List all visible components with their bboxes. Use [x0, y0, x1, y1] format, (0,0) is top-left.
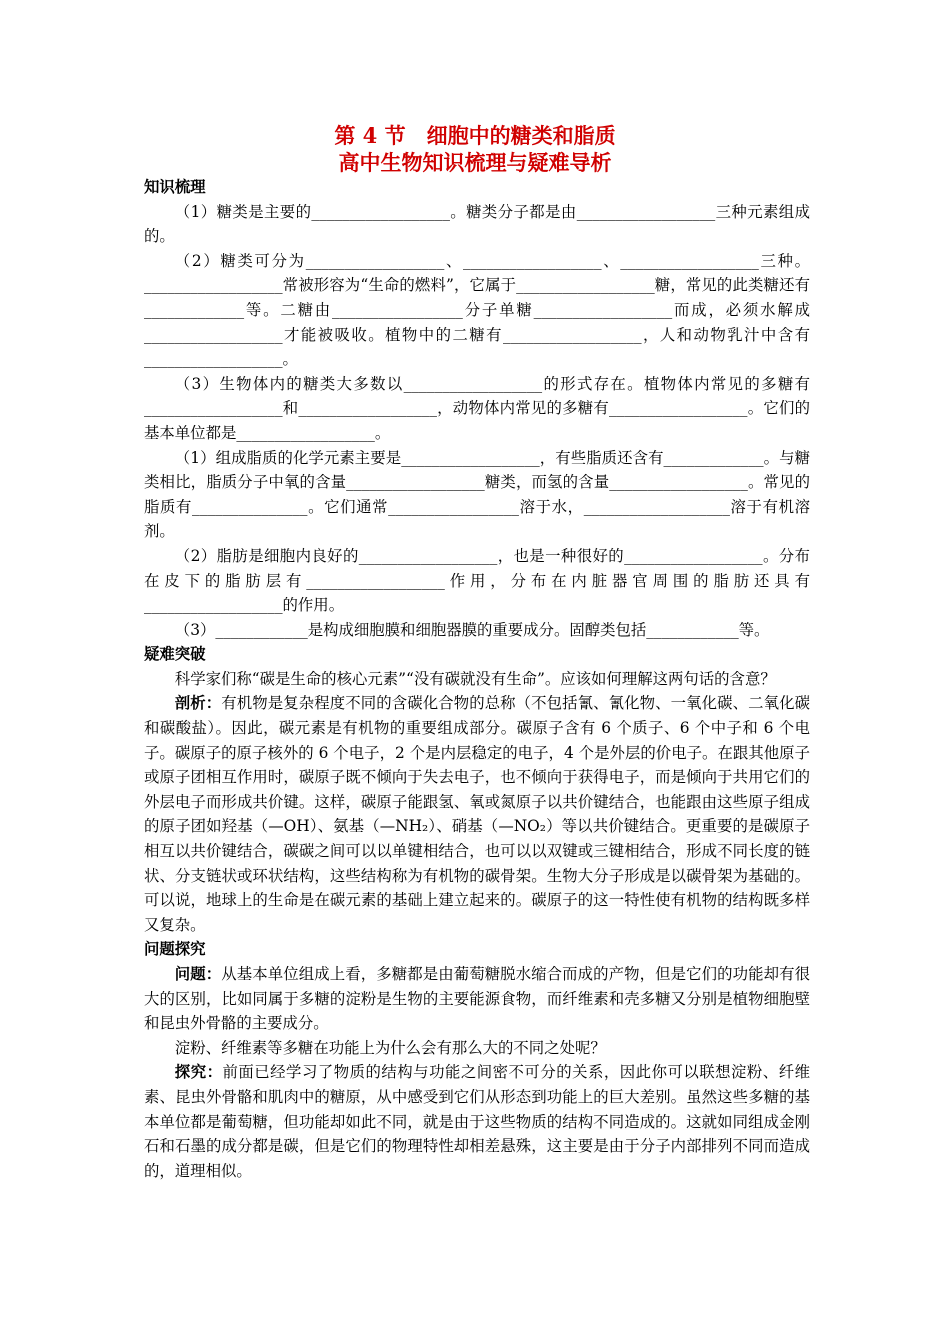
difficulty-analysis: [144, 691, 810, 937]
difficulty-question: 科学家们称“碳是生命的核心元素”“没有碳就没有生命”。应该如何理解这两句话的含意？: [174, 669, 776, 688]
analysis-text: 有机物是复杂程度不同的含碳化合物的总称（不包括氰、氰化物、一氧化碳、二氧化碳和碳酸盐）。因此，碳元素是有机物的重要组成部分。碳原子含有 6 个质子、6 个中子和 6 个电子。碳原子的原子核外的 6 个电子，2 个是内层稳定的电子，4 个是外层的价电子。在跟其他原子或原子团相互作用时，碳原子既不倾向于失去电子，也不倾向于获得电子，而是倾向于共用它们的外层电子而形成共价键。这样，碳原子能跟氢、氧或氮原子以共价键结合，也能跟由这些原子组成的原子团如羟基（—OH）、氨基（—NH₂）、硝基（—NO₂）等以共价键结合。更重要的是碳原子相互以共价键结合，碳碳之间可以以单键相结合，也可以以双键或三键相结合，形成不同长度的链状、分支链状或环状结构，这些结构称为有机物的碳骨架。生物大分子形成是以碳骨架为基础的。可以说，地球上的生命是在碳元素的基础上建立起来的。碳原子的这一特性使有机物的结构既多样又复杂。: [144, 694, 810, 934]
inquiry-problem: [144, 962, 810, 1036]
problem-text: 从基本单位组成上看，多糖都是由葡萄糖脱水缩合而成的产物，但是它们的功能却有很大的区别，比如同属于多糖的淀粉是生物的主要能源食物，而纤维素和壳多糖又分别是植物细胞壁和昆虫外骨骼的主要成分。: [144, 965, 810, 1033]
page-title: 第 4 节 细胞中的糖类和脂质: [334, 123, 616, 148]
knowledge-paragraph-5: （2）脂肪是细胞内良好的__________________，也是一种很好的__________________。分布在皮下的脂肪层有__________________作用，分布在内脏器官周围的脂肪还具有__________________的作用。: [144, 546, 810, 615]
section-heading-difficulty: 疑难突破: [144, 645, 206, 664]
problem-label: 问题：: [174, 965, 222, 983]
page-subtitle: 高中生物知识梳理与疑难导析: [338, 150, 612, 175]
section-heading-knowledge: 知识梳理: [144, 178, 206, 196]
knowledge-paragraph-4: （1）组成脂质的化学元素主要是__________________，有些脂质还含有_____________。与糖类相比，脂质分子中氧的含量__________________糖类，而氢的含量__________________。常见的脂质有_______________。它们通常_________________溶于水，___________________溶于有机溶剂。: [144, 448, 810, 541]
inquiry-explore: [144, 1060, 810, 1183]
knowledge-paragraph-3: （3）生物体内的糖类大多数以__________________的形式存在。植物体内常见的多糖有__________________和__________________，动物体内常见的多糖有__________________。它们的基本单位都是__________________。: [144, 374, 810, 442]
explore-text: 前面已经学习了物质的结构与功能之间密不可分的关系，因此你可以联想淀粉、纤维素、昆虫外骨骼和肌肉中的糖原，从中感受到它们从形态到功能上的巨大差别。虽然这些多糖的基本单位都是葡萄糖，但功能却如此不同，就是由于这些物质的结构不同造成的。这就如同组成金刚石和石墨的成分都是碳，但是它们的物理特性却相差悬殊，这主要是由于分子内部排列不同而造成的，道理相似。: [144, 1063, 810, 1180]
section-heading-inquiry: 问题探究: [144, 940, 206, 959]
explore-label: 探究：: [174, 1063, 223, 1082]
knowledge-paragraph-6: （3）____________是构成细胞膜和细胞器膜的重要成分。固醇类包括____________等。: [174, 620, 770, 639]
analysis-label: 剖析：: [174, 694, 222, 713]
knowledge-paragraph-2: （2）糖类可分为__________________、__________________、__________________三种。__________________常被形容为“生命的燃料”，它属于__________________糖，常见的此类糖还有_____________等。二糖由_________________分子单糖__________________而成，必须水解成__________________才能被吸收。植物中的二糖有__________________，人和动物乳汁中含有__________________。: [144, 251, 810, 369]
inquiry-question: 淀粉、纤维素等多糖在功能上为什么会有那么大的不同之处呢？: [174, 1038, 606, 1057]
knowledge-paragraph-1: （1）糖类是主要的__________________。糖类分子都是由__________________三种元素组成的。: [144, 202, 810, 246]
document-body: [144, 175, 810, 1183]
